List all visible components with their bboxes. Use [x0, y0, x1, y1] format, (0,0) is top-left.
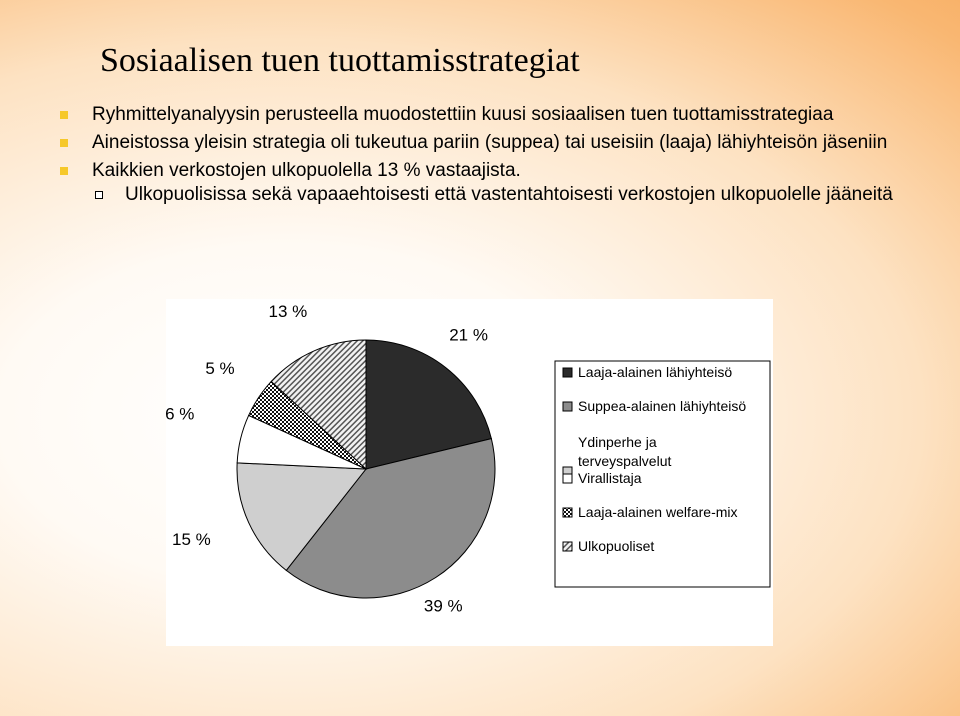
pie-chart-panel: [166, 299, 773, 646]
legend-swatch-virallistaja: [563, 474, 572, 483]
sub-bullet-text: Ulkopuolisissa sekä vapaaehtoisesti että vastentahtoisesti verkostojen ulkopuolelle jääneitä: [125, 184, 893, 205]
bullet-item: [60, 132, 940, 154]
legend-label-ydinperhe-ja-terveyspalvelut: terveyspalvelut: [578, 453, 672, 469]
legend-swatch-suppea-alainen-l-hiyhteis: [563, 402, 572, 411]
legend-label-laaja-alainen-l-hiyhteis: Laaja-alainen lähiyhteisö: [578, 364, 733, 380]
data-label-laaja-alainen-l-hiyhteis: 21 %: [449, 325, 488, 345]
data-label-suppea-alainen-l-hiyhteis: 39 %: [423, 596, 463, 616]
slide-title: Sosiaalisen tuen tuottamisstrategiat: [100, 42, 580, 79]
bullet-item: [60, 160, 940, 182]
bullet-item: [60, 104, 940, 126]
square-bullet-icon: [60, 167, 68, 175]
data-label-ydinperhe-ja-terveyspalvelut: 15 %: [172, 530, 211, 550]
square-bullet-icon: [60, 111, 68, 119]
data-label-virallistaja: 6 %: [166, 404, 195, 424]
legend-label-ulkopuoliset: Ulkopuoliset: [578, 538, 655, 554]
square-bullet-icon: [60, 139, 68, 147]
bullet-list: [60, 104, 940, 205]
hollow-square-bullet-icon: [95, 191, 103, 199]
bullet-text: Kaikkien verkostojen ulkopuolella 13 % vastaajista.: [92, 160, 521, 181]
legend-label-virallistaja: Virallistaja: [578, 470, 642, 486]
legend-label-suppea-alainen-l-hiyhteis: Suppea-alainen lähiyhteisö: [578, 398, 747, 414]
sub-bullet-item: [60, 185, 940, 205]
data-label-laaja-alainen-welfare-mix: 5 %: [205, 358, 235, 378]
legend-swatch-laaja-alainen-l-hiyhteis: [563, 368, 572, 377]
bullet-text: Aineistossa yleisin strategia oli tukeutua pariin (suppea) tai useisiin (laaja) lähiyhteisön jäseniin: [92, 132, 888, 153]
legend-label-laaja-alainen-welfare-mix: Laaja-alainen welfare-mix: [578, 504, 738, 520]
data-label-ulkopuoliset: 13 %: [268, 302, 308, 321]
bullet-text: Ryhmittelyanalyysin perusteella muodostettiin kuusi sosiaalisen tuen tuottamisstrategiaa: [92, 104, 834, 125]
legend-label-ydinperhe-ja-terveyspalvelut: Ydinperhe ja: [578, 434, 657, 450]
legend-swatch-ulkopuoliset: [563, 542, 572, 551]
pie-chart: [166, 299, 773, 646]
legend-swatch-laaja-alainen-welfare-mix: [563, 508, 572, 517]
